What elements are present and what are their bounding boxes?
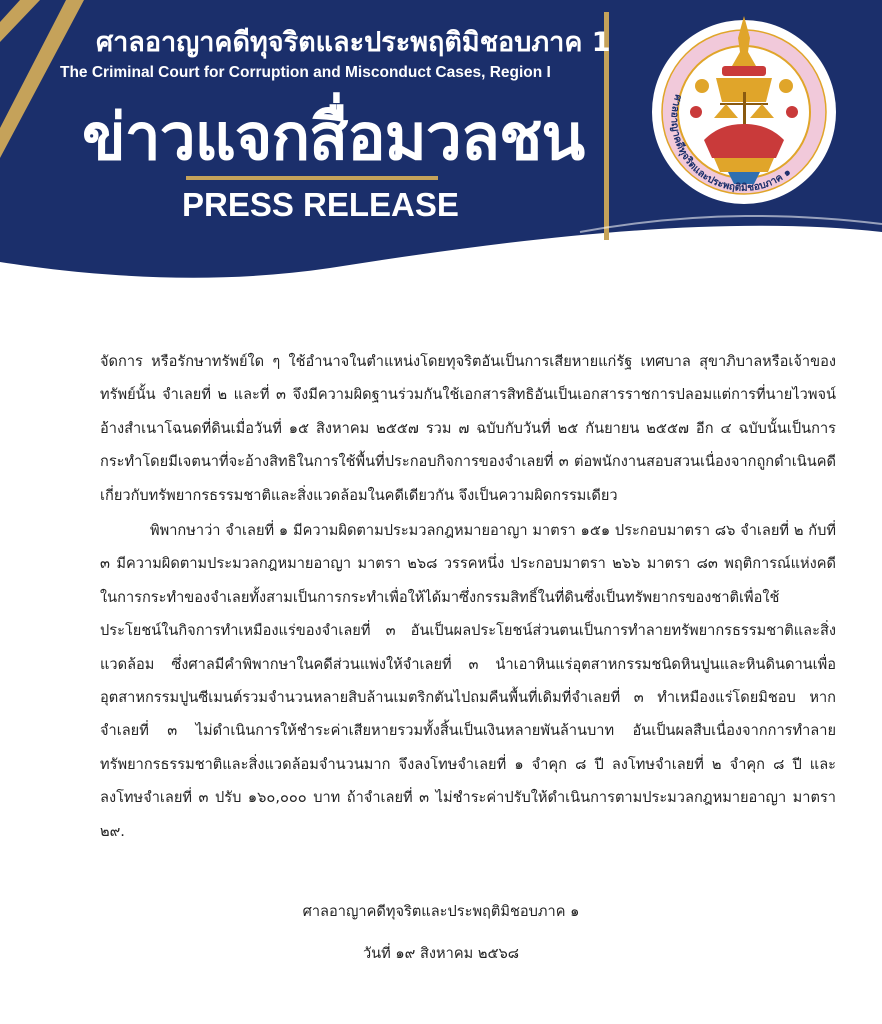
court-name-thai: ศาลอาญาคดีทุจริตและประพฤติมิชอบภาค 1 (96, 27, 611, 58)
press-release-header (0, 0, 882, 300)
press-release-title-english: PRESS RELEASE (182, 186, 459, 223)
press-release-title-thai: ข่าวแจกสื่อมวลชน (82, 101, 585, 175)
court-emblem-logo (644, 8, 844, 208)
signature-date: วันที่ ๑๙ สิงหาคม ๒๕๖๘ (362, 945, 520, 962)
body-paragraph-2 (100, 514, 836, 848)
signature-court-name: ศาลอาญาคดีทุจริตและประพฤติมิชอบภาค ๑ (302, 903, 580, 920)
body-paragraph-2-text: พิพากษาว่า จำเลยที่ ๑ มีความผิดตามประมวลกฎหมายอาญา มาตรา ๑๕๑ ประกอบมาตรา ๘๖ จำเลยที่ ๒ กับที่ ๓ มีความผิดตามประมวลกฎหมายอาญา มาตรา ๒๖๘ วรรคหนึ่ง ประกอบมาตรา ๒๖๖ มาตรา ๘๓ พฤติการณ์แห่งคดีในการกระทำของจำเลยทั้งสามเป็นการกระทำเพื่อให้ได้มาซึ่งกรรมสิทธิ์ในที่ดินซึ่งเป็นทรัพยากรของชาติเพื่อใช้ประโยชน์ในกิจการทำเหมืองแร่ของจำเลยที่ ๓ อันเป็นผลประโยชน์ส่วนตนเป็นการทำลายทรัพยากรธรรมชาติและสิ่งแวดล้อม ซึ่งศาลมีคำพิพากษาในคดีส่วนแพ่งให้จำเลยที่ ๓ นำเอาหินแร่อุตสาหกรรมชนิดหินปูนและหินดินดานเพื่ออุตสาหกรรมปูนซีเมนต์รวมจำนวนหลายสิบล้านเมตริกตันไปถมคืนพื้นที่เดิมที่จำเลยที่ ๓ ทำเหมืองแร่โดยมิชอบ หากจำเลยที่ ๓ ไม่ดำเนินการให้ชำระค่าเสียหายรวมทั้งสิ้นเป็นเงินหลายพันล้านบาท อันเป็นผลสืบเนื่องจากการทำลายทรัพยากรธรรมชาติและสิ่งแวดล้อมจำนวนมาก จึงลงโทษจำเลยที่ ๑ จำคุก ๘ ปี ลงโทษจำเลยที่ ๒ จำคุก ๘ ปี และลงโทษจำเลยที่ ๓ ปรับ ๑๖๐,๐๐๐ บาท ถ้าจำเลยที่ ๓ ไม่ชำระค่าปรับให้ดำเนินการตามประมวลกฎหมายอาญา มาตรา ๒๙. (100, 522, 836, 840)
logo-circular-text: ศาลอาญาคดีทุจริตและประพฤติมิชอบภาค ๑ (668, 93, 794, 194)
press-release-body (100, 345, 836, 848)
issue-date-number: ๑๙ สิงหาคม ๒๕๖๘ ฉบับที่ ๓/๒๕๖๘ (424, 259, 707, 280)
court-name-english: The Criminal Court for Corruption and Misconduct Cases, Region I (60, 64, 551, 81)
body-paragraph-1: จัดการ หรือรักษาทรัพย์ใด ๆ ใช้อำนาจในตำแหน่งโดยทุจริตอันเป็นการเสียหายแก่รัฐ เทศบาล สุขาภิบาลหรือเจ้าของทรัพย์นั้น จำเลยที่ ๒ และที่ ๓ จึงมีความผิดฐานร่วมกันใช้เอกสารสิทธิอันเป็นเอกสารราชการปลอมแต่การที่นายไวพจน์อ้างสำเนาโฉนดที่ดินเมื่อวันที่ ๑๕ สิงหาคม ๒๕๕๗ รวม ๗ ฉบับกับวันที่ ๒๕ กันยายน ๒๕๕๗ อีก ๔ ฉบับนั้นเป็นการกระทำโดยมีเจตนาที่จะอ้างสิทธิในการใช้พื้นที่ประกอบกิจการของจำเลยที่ ๓ ต่อพนักงานสอบสวนเนื่องจากถูกดำเนินคดีเกี่ยวกับทรัพยากรธรรมชาติและสิ่งแวดล้อมในคดีเดียวกัน จึงเป็นความผิดกรรมเดียว (100, 353, 836, 504)
